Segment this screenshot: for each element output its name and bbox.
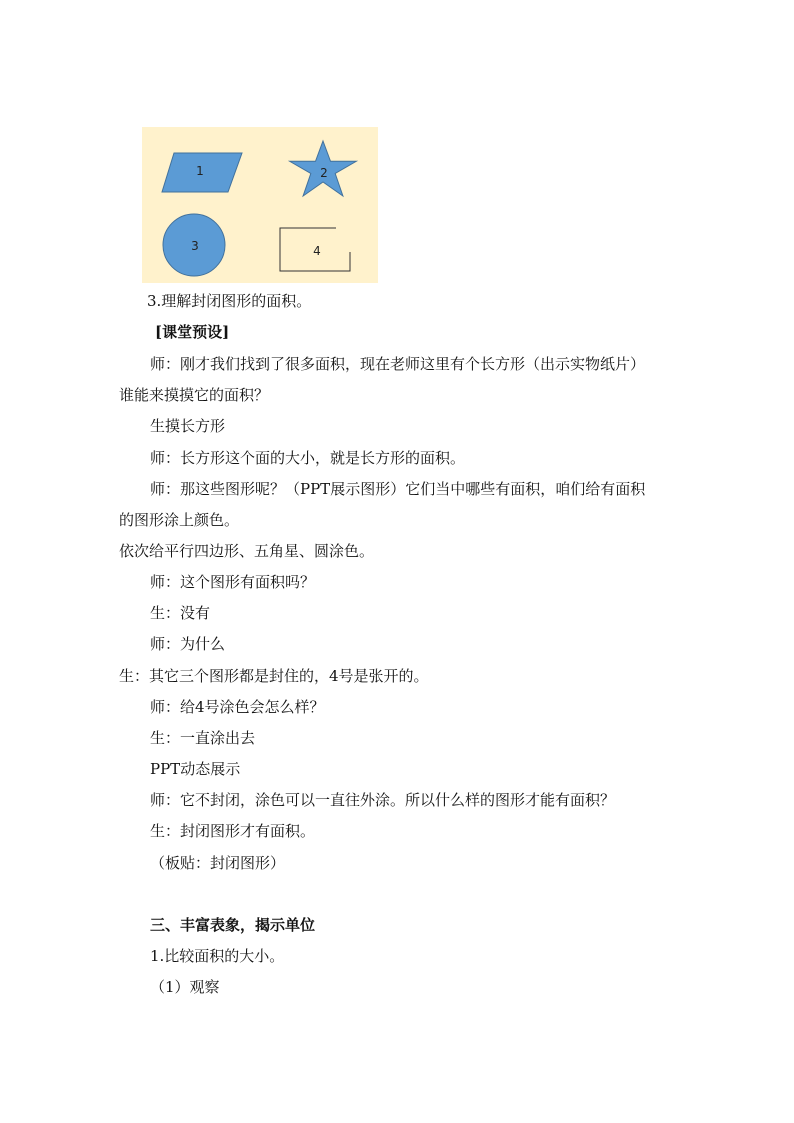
paragraph-line: 生摸长方形 [150, 417, 226, 435]
section-heading: 三、丰富表象，揭示单位 [150, 916, 316, 934]
paragraph-line: 依次给平行四边形、五角星、圆涂色。 [119, 542, 375, 560]
star-label: 2 [320, 166, 328, 180]
shapes-drawing [142, 127, 378, 283]
paragraph-line: 生：没有 [150, 604, 211, 622]
subsection-heading: 1.比较面积的大小。 [150, 947, 285, 965]
paragraph-line: 师：它不封闭，涂色可以一直往外涂。所以什么样的图形才能有面积？ [150, 791, 616, 809]
paragraph-line: 师：长方形这个面的大小，就是长方形的面积。 [150, 449, 466, 467]
paragraph-line: 的图形涂上颜色。 [119, 511, 240, 529]
paragraph-line: 生：其它三个图形都是封住的，4号是张开的。 [119, 667, 429, 685]
subsection-item: （1）观察 [150, 978, 220, 996]
paragraph-line: 生：一直涂出去 [150, 729, 256, 747]
paragraph-line: （板贴：封闭图形） [150, 854, 286, 872]
parallelogram-label: 1 [196, 164, 204, 178]
paragraph-line: 师：那这些图形呢？（PPT展示图形）它们当中哪些有面积，咱们给有面积 [150, 480, 646, 498]
paragraph-line: 生：封闭图形才有面积。 [150, 822, 316, 840]
paragraph-line: 师：刚才我们找到了很多面积，现在老师这里有个长方形（出示实物纸片） [150, 355, 646, 373]
paragraph-line: PPT动态展示 [150, 760, 241, 778]
section-heading-closed-area: 3.理解封闭图形的面积。 [147, 292, 312, 310]
circle-label: 3 [191, 239, 199, 253]
paragraph-line: 师：给4号涂色会怎么样？ [150, 698, 325, 716]
paragraph-line: 师：这个图形有面积吗？ [150, 573, 316, 591]
open-rectangle-label: 4 [313, 244, 321, 258]
class-preset-heading: [课堂预设] [155, 323, 230, 341]
shapes-figure [142, 127, 378, 283]
paragraph-line: 师：为什么 [150, 635, 226, 653]
paragraph-line: 谁能来摸摸它的面积？ [119, 386, 270, 404]
